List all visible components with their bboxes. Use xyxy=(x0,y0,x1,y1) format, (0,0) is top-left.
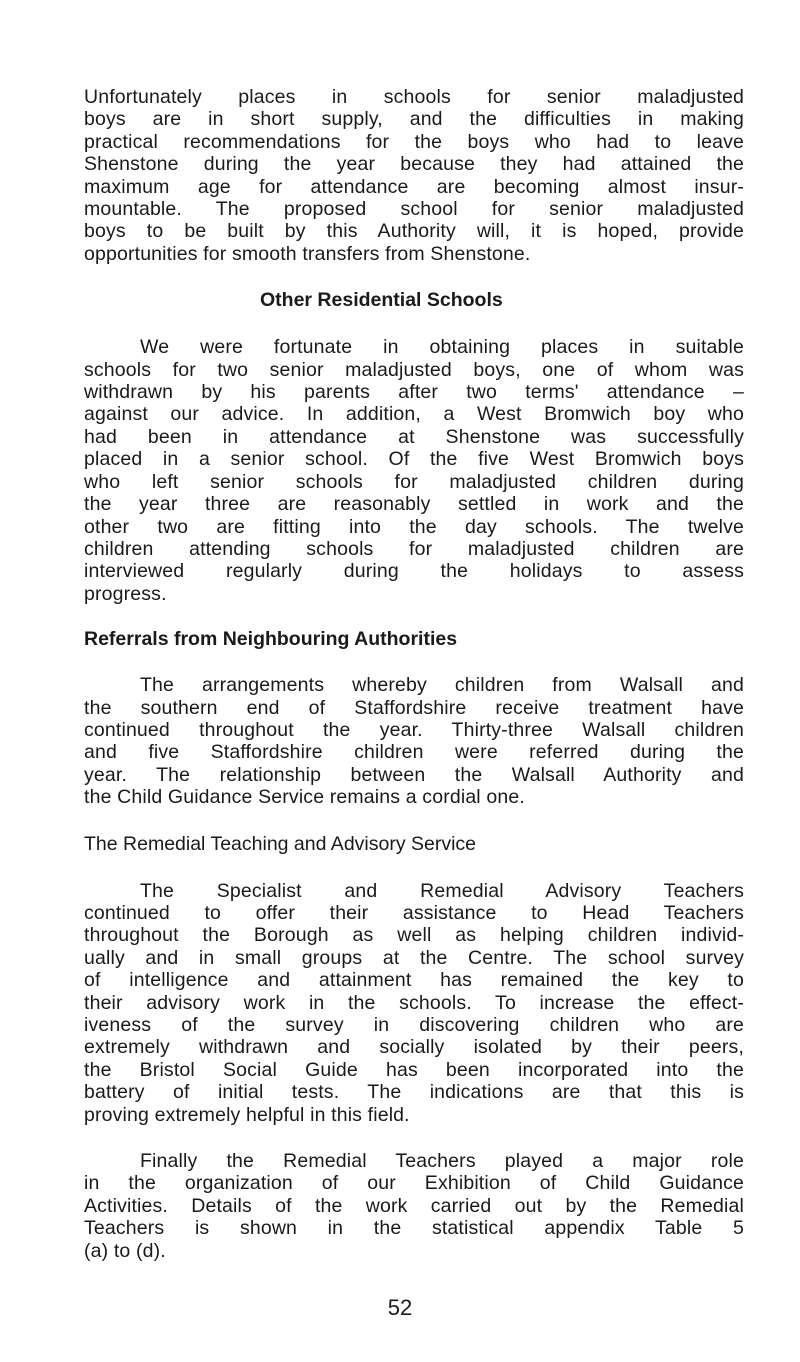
text-line: interviewed regularly during the holidays to assess xyxy=(84,560,744,583)
text-line: boys to be built by this Authority will, it is hoped, provide xyxy=(84,220,744,243)
text-line: battery of initial tests. The indications are that this is xyxy=(84,1081,744,1104)
text-line: placed in a senior school. Of the five West Bromwich boys xyxy=(84,448,744,471)
paragraph-exhibition xyxy=(84,1150,744,1262)
text-line: Teachers is shown in the statistical appendix Table 5 xyxy=(84,1217,744,1240)
text-line: ually and in small groups at the Centre. The school survey xyxy=(84,946,744,969)
paragraph-other-residential-schools xyxy=(84,336,744,605)
paragraph-senior-maladjusted-places xyxy=(84,86,744,265)
text-line: iveness of the survey in discovering children who are xyxy=(84,1014,744,1036)
text-line: progress. xyxy=(84,582,167,605)
text-line: Unfortunately places in schools for senior maladjusted xyxy=(84,86,744,108)
text-line: practical recommendations for the boys who had to leave xyxy=(84,130,744,153)
page-number: 52 xyxy=(387,1295,413,1320)
text-line: maximum age for attendance are becoming almost insur- xyxy=(84,175,744,198)
document-page xyxy=(84,86,744,1262)
text-line: The Specialist and Remedial Advisory Teachers xyxy=(140,879,744,902)
text-line: of intelligence and attainment has remained the key to xyxy=(84,969,744,992)
text-line: the southern end of Staffordshire receive treatment have xyxy=(84,696,744,719)
text-line: Activities. Details of the work carried out by the Remedial xyxy=(84,1194,744,1217)
text-line: Finally the Remedial Teachers played a major role xyxy=(140,1150,744,1173)
text-line: who left senior schools for maladjusted children during xyxy=(84,470,744,493)
text-line: The arrangements whereby children from Walsall and xyxy=(140,674,744,697)
text-line: the Bristol Social Guide has been incorporated into the xyxy=(84,1058,744,1081)
text-line: had been in attendance at Shenstone was successfully xyxy=(84,425,744,448)
section-heading-referrals: Referrals from Neighbouring Authorities xyxy=(84,628,458,651)
text-line: mountable. The proposed school for senior maladjusted xyxy=(84,198,744,221)
text-line: the year three are reasonably settled in work and the xyxy=(84,493,744,516)
text-line: opportunities for smooth transfers from Shenstone. xyxy=(84,242,531,265)
text-line: continued throughout the year. Thirty-three Walsall children xyxy=(84,718,744,741)
section-heading-other-residential-schools: Other Residential Schools xyxy=(260,289,503,312)
text-line: and five Staffordshire children were referred during the xyxy=(84,741,744,764)
paragraph-referrals xyxy=(84,674,744,808)
text-line: (a) to (d). xyxy=(84,1239,166,1262)
text-line: schools for two senior maladjusted boys, one of whom was xyxy=(84,358,744,381)
text-line: boys are in short supply, and the difficulties in making xyxy=(84,108,744,131)
section-heading-remedial-teaching: The Remedial Teaching and Advisory Service xyxy=(84,832,477,855)
text-line: extremely withdrawn and socially isolated by their peers, xyxy=(84,1036,744,1059)
paragraph-remedial-teaching xyxy=(84,880,744,1126)
text-line: year. The relationship between the Walsall Authority and xyxy=(84,763,744,786)
text-line: We were fortunate in obtaining places in suitable xyxy=(140,336,744,359)
text-line: throughout the Borough as well as helping children individ- xyxy=(84,924,744,947)
text-line: other two are fitting into the day schools. The twelve xyxy=(84,515,744,538)
text-line: withdrawn by his parents after two terms' attendance – xyxy=(84,381,744,404)
text-line: their advisory work in the schools. To increase the effect- xyxy=(84,991,744,1014)
text-line: continued to offer their assistance to Head Teachers xyxy=(84,901,744,924)
text-line: proving extremely helpful in this field. xyxy=(84,1103,410,1126)
text-line: children attending schools for maladjusted children are xyxy=(84,537,744,560)
text-line: against our advice. In addition, a West Bromwich boy who xyxy=(84,403,744,426)
text-line: Shenstone during the year because they had attained the xyxy=(84,153,744,176)
text-line: the Child Guidance Service remains a cordial one. xyxy=(84,786,525,809)
text-line: in the organization of our Exhibition of Child Guidance xyxy=(84,1172,744,1195)
